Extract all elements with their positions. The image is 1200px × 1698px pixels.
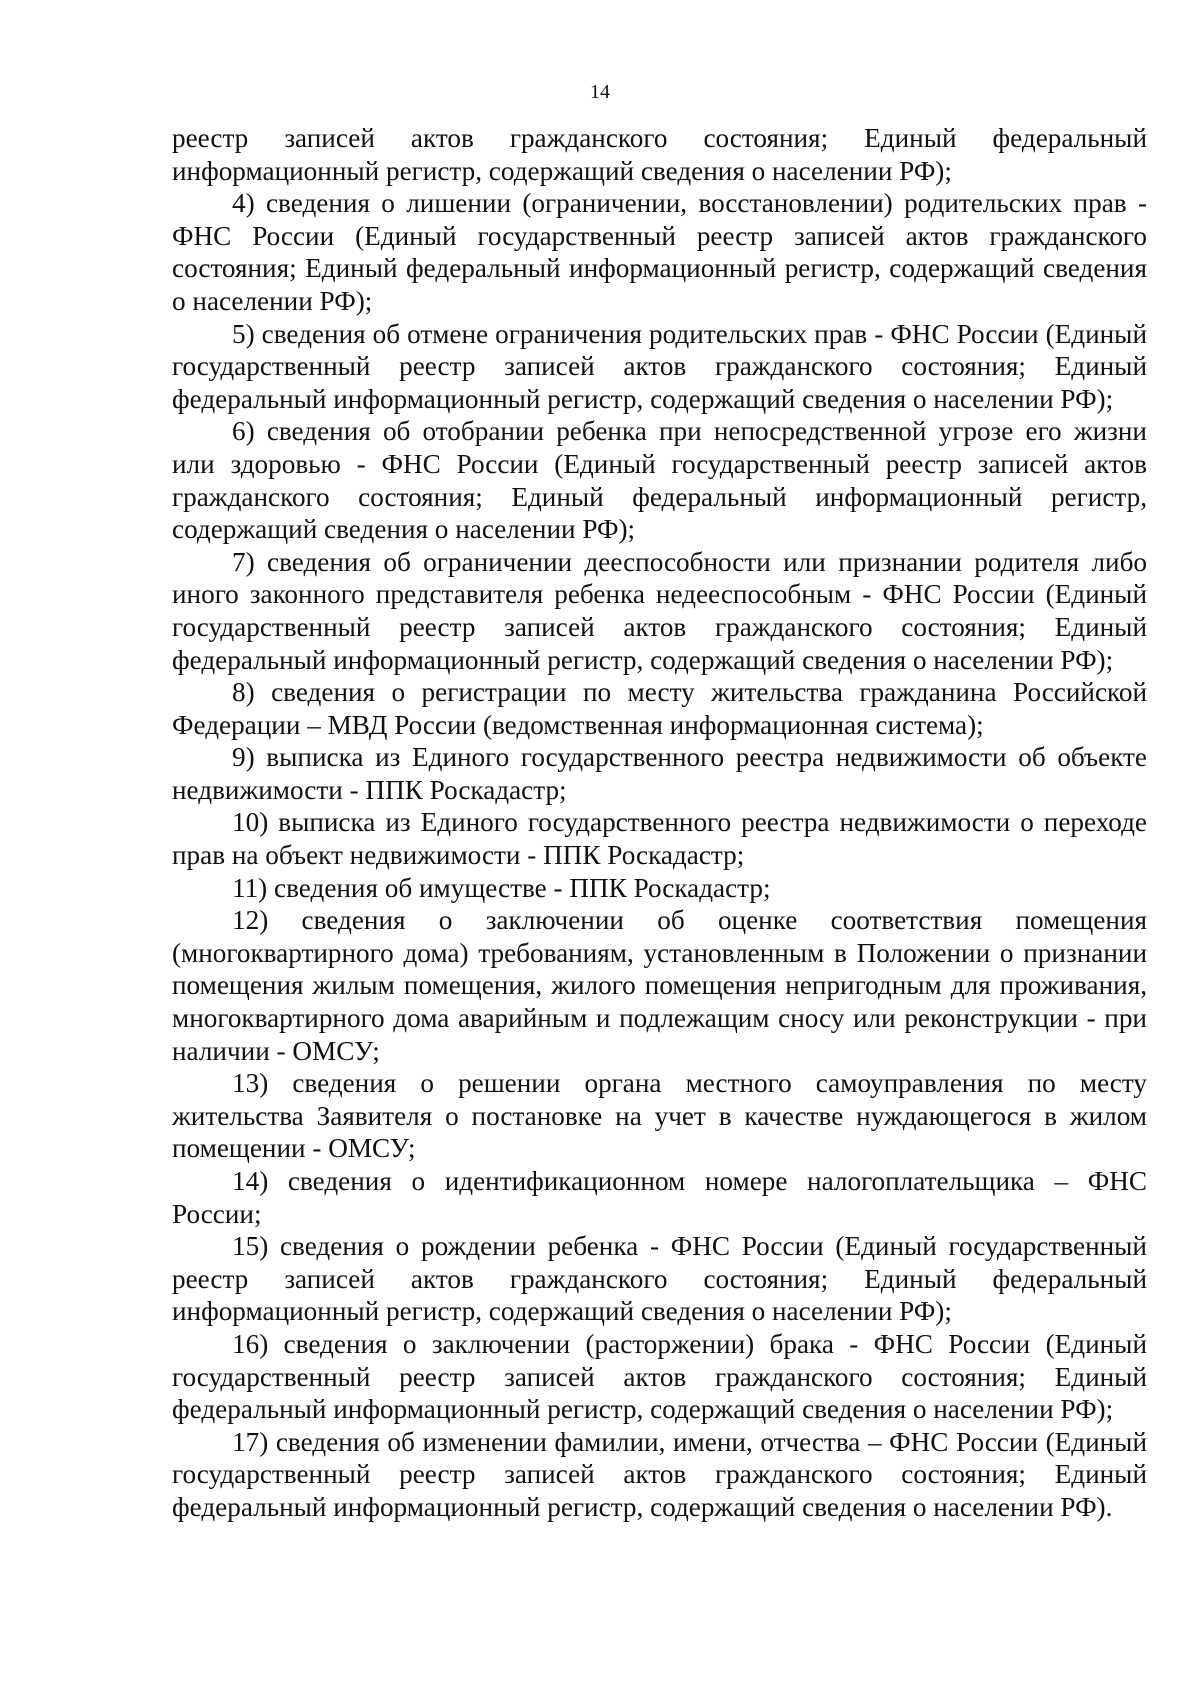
list-item-11: 11) сведения об имуществе - ППК Роскадастр;	[232, 872, 771, 903]
list-item-8: 8) сведения о регистрации по месту жительства гражданина Российской Федерации – МВД России (ведомственная информационная система);	[172, 677, 1147, 740]
list-item-9: 9) выписка из Единого государственного реестра недвижимости об объекте недвижимости - ППК Роскадастр;	[172, 742, 1147, 805]
list-item-6: 6) сведения об отобрании ребенка при непосредственной угрозе его жизни или здоровью - ФНС России (Единый государственный реестр записей актов гражданского состояния; Единый федеральный информационный регистр, содержащий сведения о населении РФ);	[172, 416, 1147, 545]
page-number: 14	[590, 81, 610, 103]
list-item-12: 12) сведения о заключении об оценке соответствия помещения (многоквартирного дома) требованиям, установленным в Положении о признании помещения жилым помещения, жилого помещения непригодным для проживания, многоквартирного дома аварийным и подлежащим сносу или реконструкции - при наличии - ОМСУ;	[172, 905, 1147, 1066]
list-item-13: 13) сведения о решении органа местного самоуправления по месту жительства Заявителя о постановке на учет в качестве нуждающегося в жилом помещении - ОМСУ;	[172, 1068, 1147, 1164]
list-item-16: 16) сведения о заключении (расторжении) брака - ФНС России (Единый государственный реестр записей актов гражданского состояния; Единый федеральный информационный регистр, содержащий сведения о населении РФ);	[172, 1328, 1147, 1425]
list-item-4: 4) сведения о лишении (ограничении, восстановлении) родительских прав - ФНС России (Единый государственный реестр записей актов гражданского состояния; Единый федеральный информационный регистр, содержащий сведения о населении РФ);	[172, 188, 1147, 316]
list-item-7: 7) сведения об ограничении дееспособности или признании родителя либо иного законного представителя ребенка недееспособным - ФНС России (Единый государственный реестр записей актов гражданского состояния; Единый федеральный информационный регистр, содержащий сведения о населении РФ);	[172, 546, 1147, 675]
list-item-14: 14) сведения о идентификационном номере налогоплательщика – ФНС России;	[172, 1166, 1147, 1229]
list-item-17: 17) сведения об изменении фамилии, имени, отчества – ФНС России (Единый государственный реестр записей актов гражданского состояния; Единый федеральный информационный регистр, содержащий сведения о населении РФ).	[172, 1426, 1147, 1522]
list-item-15: 15) сведения о рождении ребенка - ФНС России (Единый государственный реестр записей актов гражданского состояния; Единый федеральный информационный регистр, содержащий сведения о населении РФ);	[172, 1231, 1147, 1327]
document-body	[172, 122, 1147, 1524]
paragraph-continuation: реестр записей актов гражданского состояния; Единый федеральный информационный регистр, содержащий сведения о населении РФ);	[172, 123, 1147, 186]
list-item-5: 5) сведения об отмене ограничения родительских прав - ФНС России (Единый государственный реестр записей актов гражданского состояния; Единый федеральный информационный регистр, содержащий сведения о населении РФ);	[172, 318, 1147, 414]
list-item-10: 10) выписка из Единого государственного реестра недвижимости о переходе прав на объект недвижимости - ППК Роскадастр;	[172, 807, 1147, 871]
